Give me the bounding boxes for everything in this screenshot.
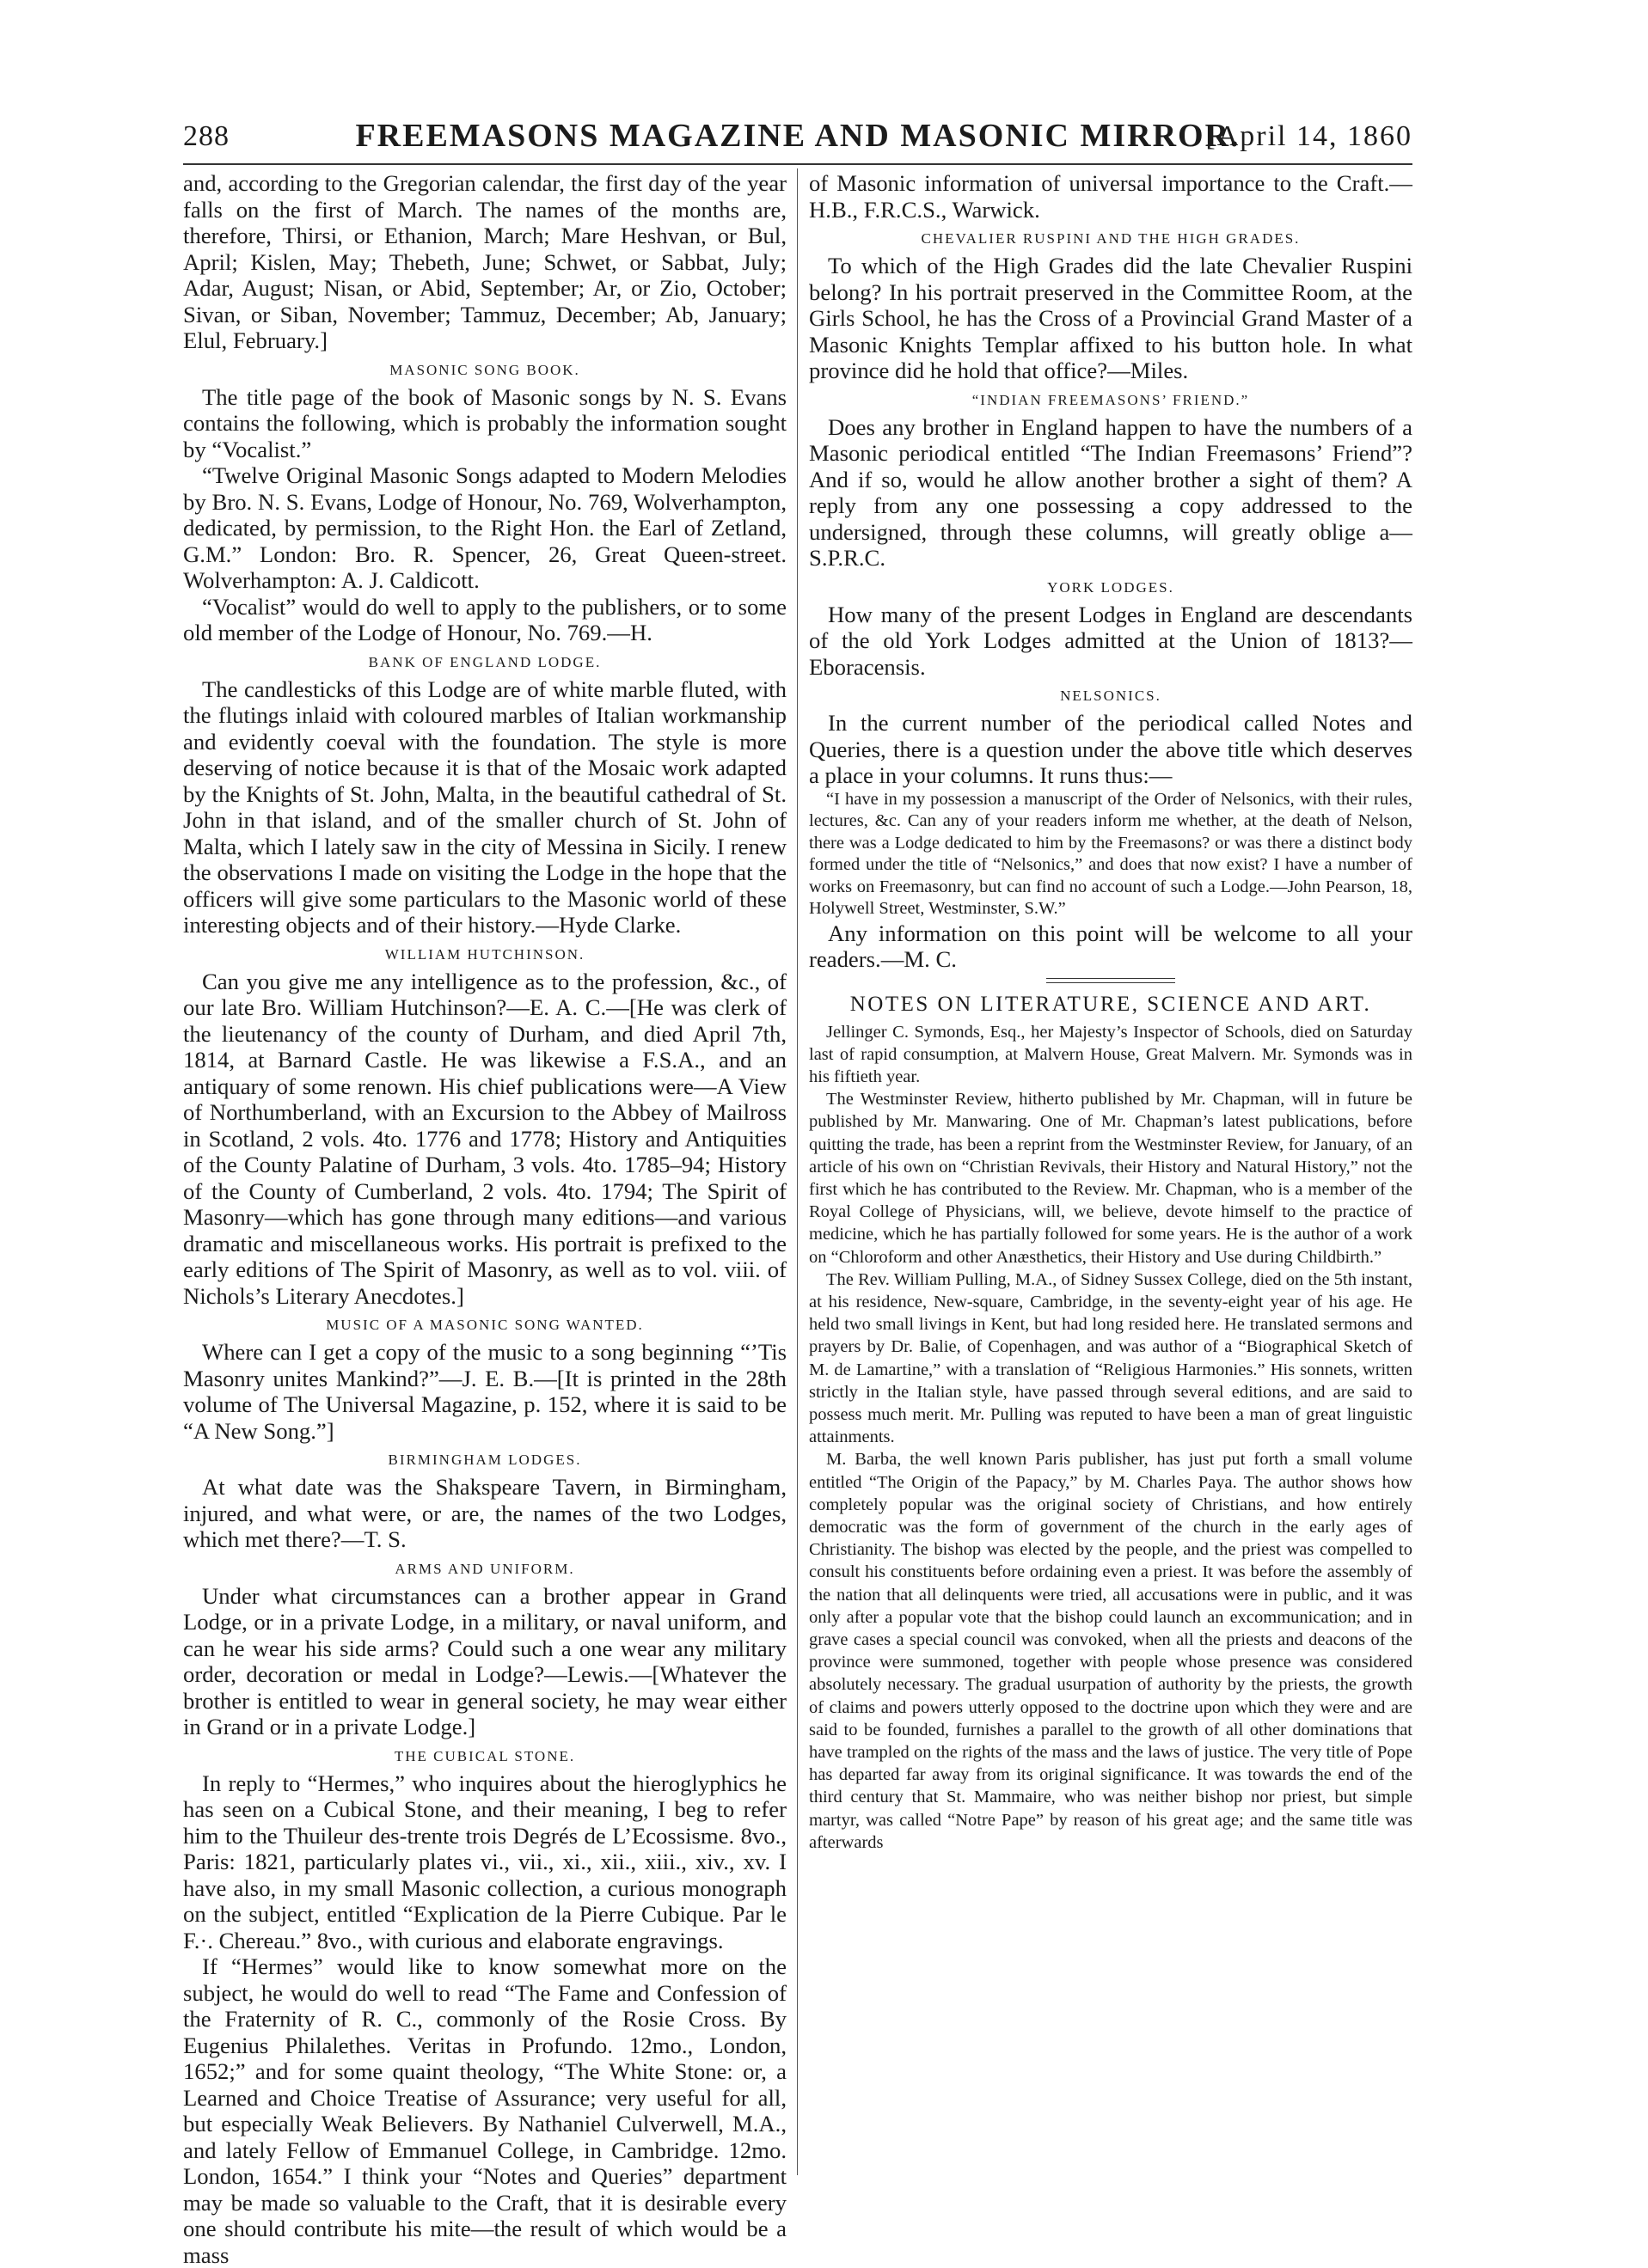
article-paragraph: “Twelve Original Masonic Songs adapted to Modern Melodies by Bro. N. S. Evans, Lodge of Honour, No. 769, Wolverhampton, dedicated, by permission, to the Right Hon. the Earl of Zetland, G.M.” London: Bro. R. Spencer, 26, Great Queen-street. Wolverhampton: A. J. Caldicott. bbox=[183, 462, 787, 593]
notes-paragraph: The Westminster Review, hitherto published by Mr. Chapman, will in future be published by Mr. Manwaring. One of Mr. Chapman’s latest publications, before quitting the trade, has been a reprint from the Westminster Review, for January, of an article of his own on “Christian Revivals, their History and Natural History,” not the first which he has contributed to the Review. Mr. Chapman, who is a member of the Royal College of Physicians, will, we believe, devote himself to the practice of medicine, which he has partially followed for some years. He is the author of a work on “Chloroform and other Anæsthetics, their History and Use during Childbirth.” bbox=[809, 1090, 1412, 1267]
notes-paragraph: Jellinger C. Symonds, Esq., her Majesty’s Inspector of Schools, died on Saturday last of rapid consumption, at Malvern House, Great Malvern. Mr. Symonds was in his fiftieth year. bbox=[809, 1022, 1412, 1086]
section-rule bbox=[1046, 978, 1175, 987]
section-heading: BANK OF ENGLAND LODGE. bbox=[368, 653, 602, 670]
section-heading: MUSIC OF A MASONIC SONG WANTED. bbox=[326, 1317, 644, 1333]
notes-paragraph: M. Barba, the well known Paris publisher, has just put forth a small volume entitled “The Origin of the Papacy,” by M. Charles Paya. The author shows how completely popular was the original society of Christians, and how entirely democratic was the form of government of the church in the early ages of Christianity. The bishop was elected by the people, and the priest was compelled to consult his constituents before ordaining even a priest. It was before the assembly of the nation that all delinquents were tried, all accusations were in public, and it was only after a popular vote that the bishop could launch an excommunication; and in grave cases a special council was convoked, when all the priests and deacons of the province were summoned, together with people whose presence was considered absolutely necessary. The gradual usurpation of authority by the priests, the growth of claims and powers utterly opposed to the doctrine upon which they were and are said to be founded, furnishes a parallel to the growth of all other dominations that have trampled on the rights of the mass and the laws of justice. The very title of Pope has departed far away from its original significance. It was towards the end of the third century that St. Mammaire, who was neither bishop nor priest, but simple martyr, was called “Notre Pape” by reason of his great age; and the same title was afterwards bbox=[809, 1450, 1412, 1852]
section-heading: THE CUBICAL STONE. bbox=[394, 1747, 576, 1764]
article-paragraph: To which of the High Grades did the late Chevalier Ruspini belong? In his portrait preserved in the Committee Room, at the Girls School, he has the Cross of a Provincial Grand Master of a Masonic Knights Templar affixed to his button hole. In what province did he hold that office?—Miles. bbox=[809, 253, 1412, 383]
article-paragraph: In the current number of the periodical called Notes and Queries, there is a question under the above title which deserves a place in your columns. It runs thus:— bbox=[809, 710, 1412, 788]
left-column bbox=[183, 170, 787, 2268]
article-paragraph: of Masonic information of universal importance to the Craft.—H.B., F.R.C.S., Warwick. bbox=[809, 170, 1412, 223]
notes-section-heading: NOTES ON LITERATURE, SCIENCE AND ART. bbox=[849, 992, 1372, 1016]
section-heading: BIRMINGHAM LODGES. bbox=[388, 1452, 582, 1468]
article-paragraph: Any information on this point will be welcome to all your readers.—M. C. bbox=[809, 920, 1412, 972]
article-paragraph: and, according to the Gregorian calendar, the first day of the year falls on the first of March. The names of the months are, therefore, Thirsi, or Ethanion, March; Mare Heshvan, or Bul, April; Kislen, May; Thebeth, June; Schwet, or Sabbat, July; Adar, August; Nisan, or Abid, September; Ar, or Zio, October; Sivan, or Siban, November; Tammuz, December; Ab, January; Elul, February.] bbox=[183, 170, 787, 353]
article-paragraph: In reply to “Hermes,” who inquires about the hieroglyphics he has seen on a Cubical Stone, and their meaning, I beg to refer him to the Thuileur des-trente trois Degrés de L’Ecossisme. 8vo., Paris: 1821, particularly plates vi., vii., xi., xii., xiii., xiv., xv. I have also, in my small Masonic collection, a curious monograph on the subject, entitled “Explication de la Pierre Cubique. Par le F.·. Chereau.” 8vo., with curious and elaborate engravings. bbox=[183, 1770, 787, 1953]
article-paragraph: At what date was the Shakspeare Tavern, in Birmingham, injured, and what were, or are, the names of the two Lodges, which met there?—T. S. bbox=[183, 1474, 787, 1552]
section-heading: “INDIAN FREEMASONS’ FRIEND.” bbox=[971, 391, 1250, 408]
section-heading: MASONIC SONG BOOK. bbox=[389, 361, 580, 378]
section-heading: CHEVALIER RUSPINI AND THE HIGH GRADES. bbox=[921, 230, 1301, 247]
section-heading: YORK LODGES. bbox=[1047, 578, 1174, 596]
page-header bbox=[183, 117, 1412, 160]
article-paragraph: Under what circumstances can a brother appear in Grand Lodge, or in a private Lodge, in a military, or naval uniform, and can he wear his side arms? Could such a one wear any military order, decoration or medal in Lodge?—Lewis.—[Whatever the brother is entitled to wear in general society, he may wear either in Grand or in a private Lodge.] bbox=[183, 1582, 787, 1739]
section-heading: NELSONICS. bbox=[1060, 688, 1161, 704]
section-heading: WILLIAM HUTCHINSON. bbox=[384, 945, 585, 963]
article-paragraph: The candlesticks of this Lodge are of white marble fluted, with the flutings inlaid with coloured marbles of Italian workmanship and evidently coeval with the foundation. The style is more deserving of notice because it is that of the Mosaic work adapted by the Knights of St. John, Malta, in the beautiful cathedral of St. John in that island, and of the smaller church of St. John of Malta, which I lately saw in the city of Messina in Sicily. I renew the observations I made on visiting the Lodge in the hope that the officers will give some particulars to the Masonic world of these interesting objects and of their history.—Hyde Clarke. bbox=[183, 676, 787, 938]
article-paragraph: If “Hermes” would like to know somewhat more on the subject, he would do well to read “The Fame and Confession of the Fraternity of R. C., commonly of the Rosie Cross. By Eugenius Philalethes. Veritas in Profundo. 12mo., London, 1652;” and for some quaint theology, “The White Stone: or, a Learned and Choice Treatise of Assurance; very useful for all, but especially Weak Believers. By Nathaniel Culverwell, M.A., and lately Fellow of Emmanuel College, in Cambridge. 12mo. London, 1654.” I think your “Notes and Queries” department may be made so valuable to the Craft, that it is desirable every one should contribute his mite—the result of which would be a mass bbox=[183, 1953, 787, 2268]
article-paragraph: Where can I get a copy of the music to a song beginning “’Tis Masonry unites Mankind?”—J. E. B.—[It is printed in the 28th volume of The Universal Magazine, p. 152, where it is said to be “A New Song.”] bbox=[183, 1339, 787, 1444]
page-number: 288 bbox=[183, 120, 230, 152]
issue-date: [April 14, 1860 bbox=[1205, 120, 1412, 152]
article-paragraph: “Vocalist” would do well to apply to the publishers, or to some old member of the Lodge of Honour, No. 769.—H. bbox=[183, 593, 787, 645]
article-paragraph: How many of the present Lodges in England are descendants of the old York Lodges admitted at the Union of 1813?—Eboracensis. bbox=[809, 601, 1412, 680]
notes-paragraph: The Rev. William Pulling, M.A., of Sidney Sussex College, died on the 5th instant, at his residence, New-square, Cambridge, in the seventy-eight year of his age. He held two small livings in Kent, but had long resided here. He translated sermons and prayers by Dr. Balie, of Copenhagen, and was author of a “Biographical Sketch of M. de Lamartine,” with a translation of “Religious Harmonies.” His sonnets, written strictly in the Italian style, have passed through several editions, and are said to possess much merit. Mr. Pulling was reputed to have been a man of great linguistic attainments. bbox=[809, 1269, 1412, 1447]
quoted-letter: “I have in my possession a manuscript of the Order of Nelsonics, with their rules, lectures, &c. Can any of your readers inform me whether, at the death of Nelson, there was a Lodge dedicated to him by the Freemasons? or was there a distinct body formed under the title of “Nelsonics,” and does that now exist? I have a number of works on Freemasonry, but can find no account of such a Lodge.—John Pearson, 18, Holywell Street, Westminster, S.W.” bbox=[809, 789, 1412, 918]
magazine-title: FREEMASONS MAGAZINE AND MASONIC MIRROR. bbox=[355, 118, 1241, 154]
right-column bbox=[809, 170, 1412, 2173]
section-heading: ARMS AND UNIFORM. bbox=[395, 1560, 575, 1577]
article-paragraph: Does any brother in England happen to have the numbers of a Masonic periodical entitled “The Indian Freemasons’ Friend”? And if so, would he allow another brother a sight of them? A reply from any one possessing a copy addressed to the undersigned, through these columns, will greatly oblige a—S.P.R.C. bbox=[809, 413, 1412, 571]
column-divider bbox=[797, 168, 798, 2175]
article-paragraph: The title page of the book of Masonic songs by N. S. Evans contains the following, which is probably the information sought by “Vocalist.” bbox=[183, 383, 787, 462]
article-paragraph: Can you give me any intelligence as to the profession, &c., of our late Bro. William Hutchinson?—E. A. C.—[He was clerk of the lieutenancy of the county of Durham, and died April 7th, 1814, at Barnard Castle. He was likewise a F.S.A., and an antiquary of some renown. His chief publications were—A View of Northumberland, with an Excursion to the Abbey of Mailross in Scotland, 2 vols. 4to. 1776 and 1778; History and Antiquities of the County Palatine of Durham, 3 vols. 4to. 1785–94; History of the County of Cumberland, 2 vols. 4to. 1794; The Spirit of Masonry—which has gone through many editions—and various dramatic and miscellaneous works. His portrait is prefixed to the early editions of The Spirit of Masonry, as well as to vol. viii. of Nichols’s Literary Anecdotes.] bbox=[183, 968, 787, 1309]
header-rule bbox=[183, 163, 1412, 165]
